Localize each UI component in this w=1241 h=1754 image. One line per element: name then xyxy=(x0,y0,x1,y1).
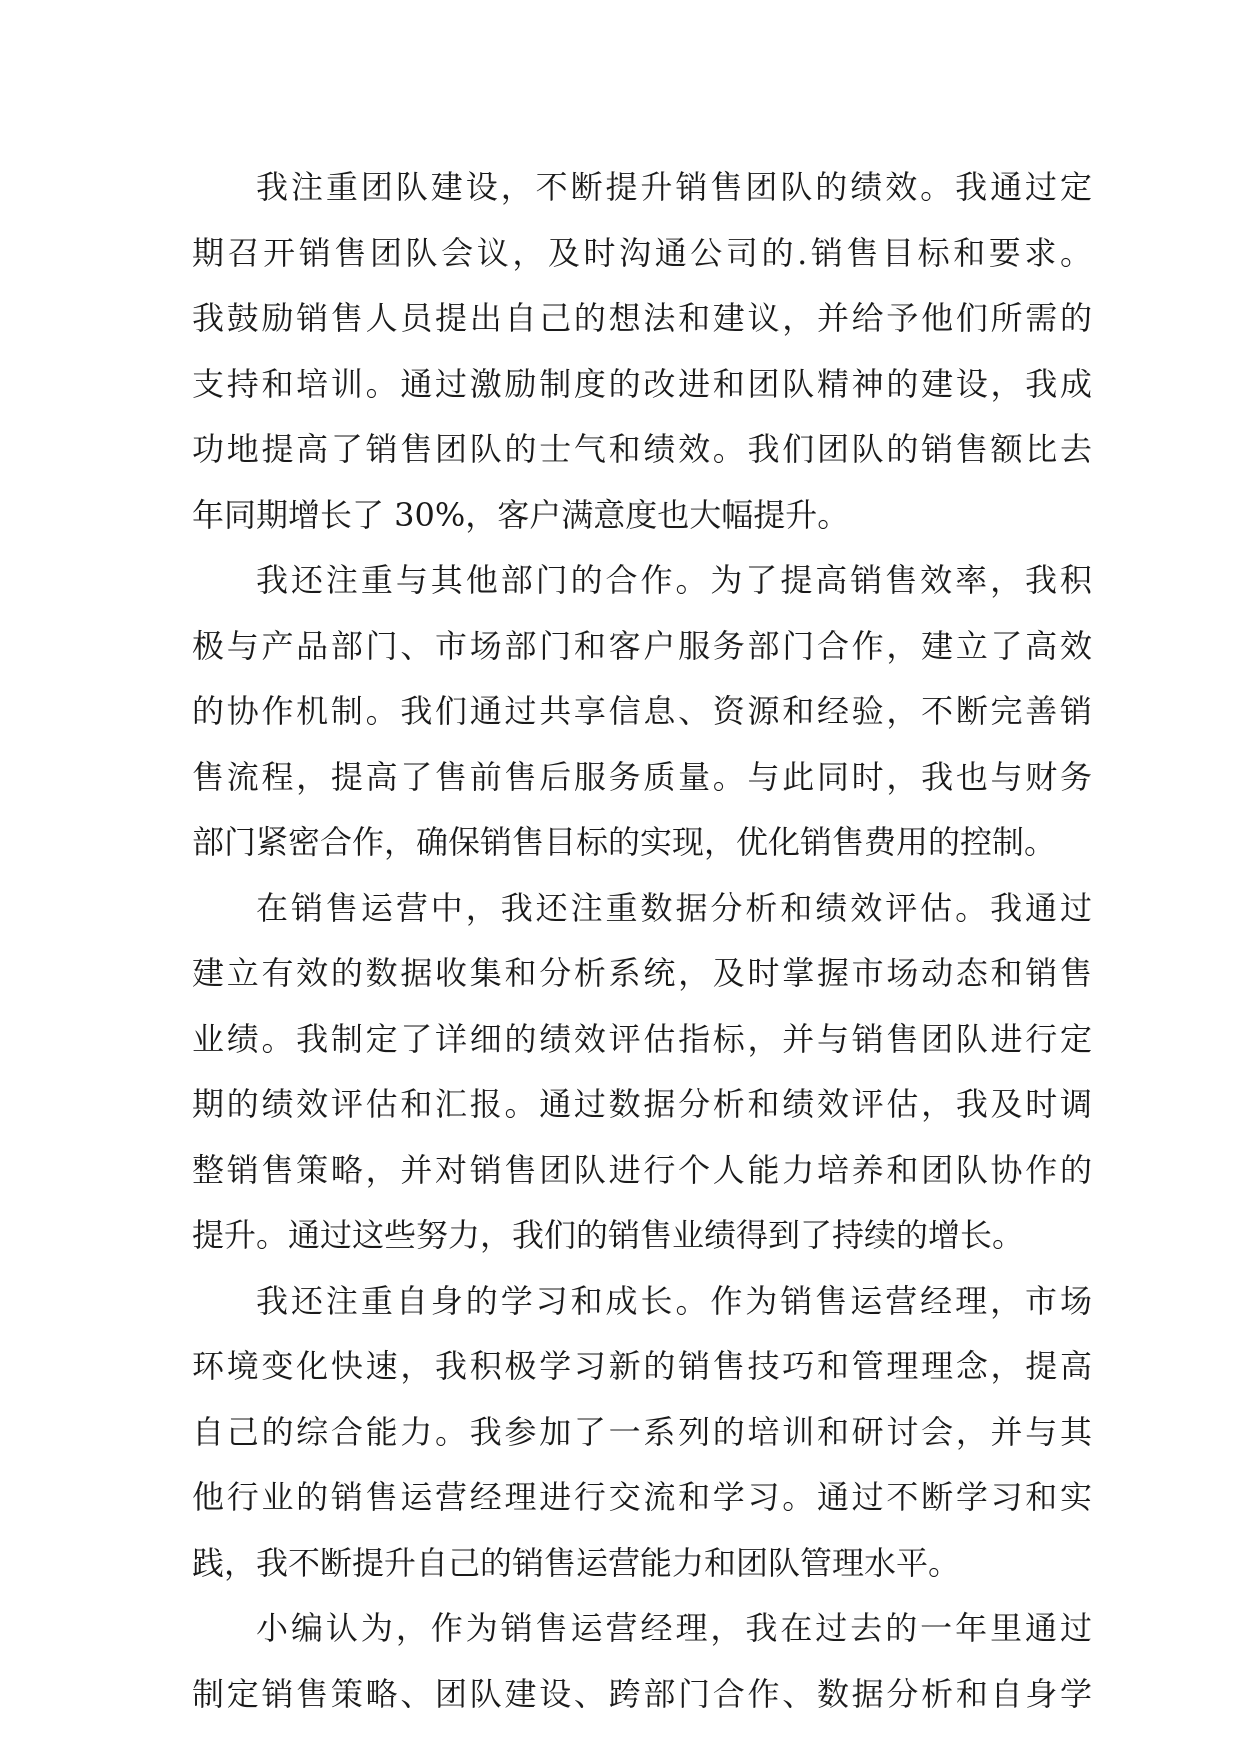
text-line: 的协作机制。我们通过共享信息、资源和经验，不断完善销 xyxy=(192,692,1092,730)
text-line: 功地提高了销售团队的士气和绩效。我们团队的销售额比去 xyxy=(192,430,1092,468)
document-body xyxy=(192,155,1092,1727)
text-line: 整销售策略，并对销售团队进行个人能力培养和团队协作的 xyxy=(192,1150,1092,1189)
text-line: 我鼓励销售人员提出自己的想法和建议，并给予他们所需的 xyxy=(192,299,1092,337)
text-line: 期的绩效评估和汇报。通过数据分析和绩效评估，我及时调 xyxy=(192,1085,1092,1123)
text-line: 他行业的销售运营经理进行交流和学习。通过不断学习和实 xyxy=(192,1478,1092,1516)
text-line: 我还注重与其他部门的合作。为了提高销售效率，我积 xyxy=(256,561,1092,599)
paragraph-team-building xyxy=(192,155,1092,548)
text-line: 售流程，提高了售前售后服务质量。与此同时，我也与财务 xyxy=(192,757,1092,796)
paragraph-data-analysis xyxy=(192,876,1092,1269)
text-line: 在销售运营中，我还注重数据分析和绩效评估。我通过 xyxy=(256,888,1092,927)
paragraph-cross-department xyxy=(192,548,1092,876)
text-line: 极与产品部门、市场部门和客户服务部门合作，建立了高效 xyxy=(192,626,1092,665)
text-line: 我注重团队建设，不断提升销售团队的绩效。我通过定 xyxy=(256,168,1092,206)
text-line: 业绩。我制定了详细的绩效评估指标，并与销售团队进行定 xyxy=(192,1019,1092,1058)
text-line: 小编认为，作为销售运营经理，我在过去的一年里通过 xyxy=(256,1609,1092,1647)
text-line: 年同期增长了 30%，客户满意度也大幅提升。 xyxy=(192,495,850,534)
text-line: 践，我不断提升自己的销售运营能力和团队管理水平。 xyxy=(192,1543,961,1582)
text-line: 支持和培训。通过激励制度的改进和团队精神的建设，我成 xyxy=(192,364,1092,403)
text-line: 建立有效的数据收集和分析系统，及时掌握市场动态和销售 xyxy=(192,954,1092,992)
text-line: 部门紧密合作，确保销售目标的实现，优化销售费用的控制。 xyxy=(192,823,1057,861)
text-line: 提升。通过这些努力，我们的销售业绩得到了持续的增长。 xyxy=(192,1216,1025,1254)
text-line: 环境变化快速，我积极学习新的销售技巧和管理理念，提高 xyxy=(192,1347,1092,1385)
paragraph-summary xyxy=(192,1596,1092,1727)
text-line: 期召开销售团队会议，及时沟通公司的.销售目标和要求。 xyxy=(192,233,1092,272)
text-line: 我还注重自身的学习和成长。作为销售运营经理，市场 xyxy=(256,1281,1092,1320)
text-line: 制定销售策略、团队建设、跨部门合作、数据分析和自身学 xyxy=(192,1674,1092,1713)
text-line: 自己的综合能力。我参加了一系列的培训和研讨会，并与其 xyxy=(192,1412,1092,1451)
paragraph-self-learning xyxy=(192,1269,1092,1597)
